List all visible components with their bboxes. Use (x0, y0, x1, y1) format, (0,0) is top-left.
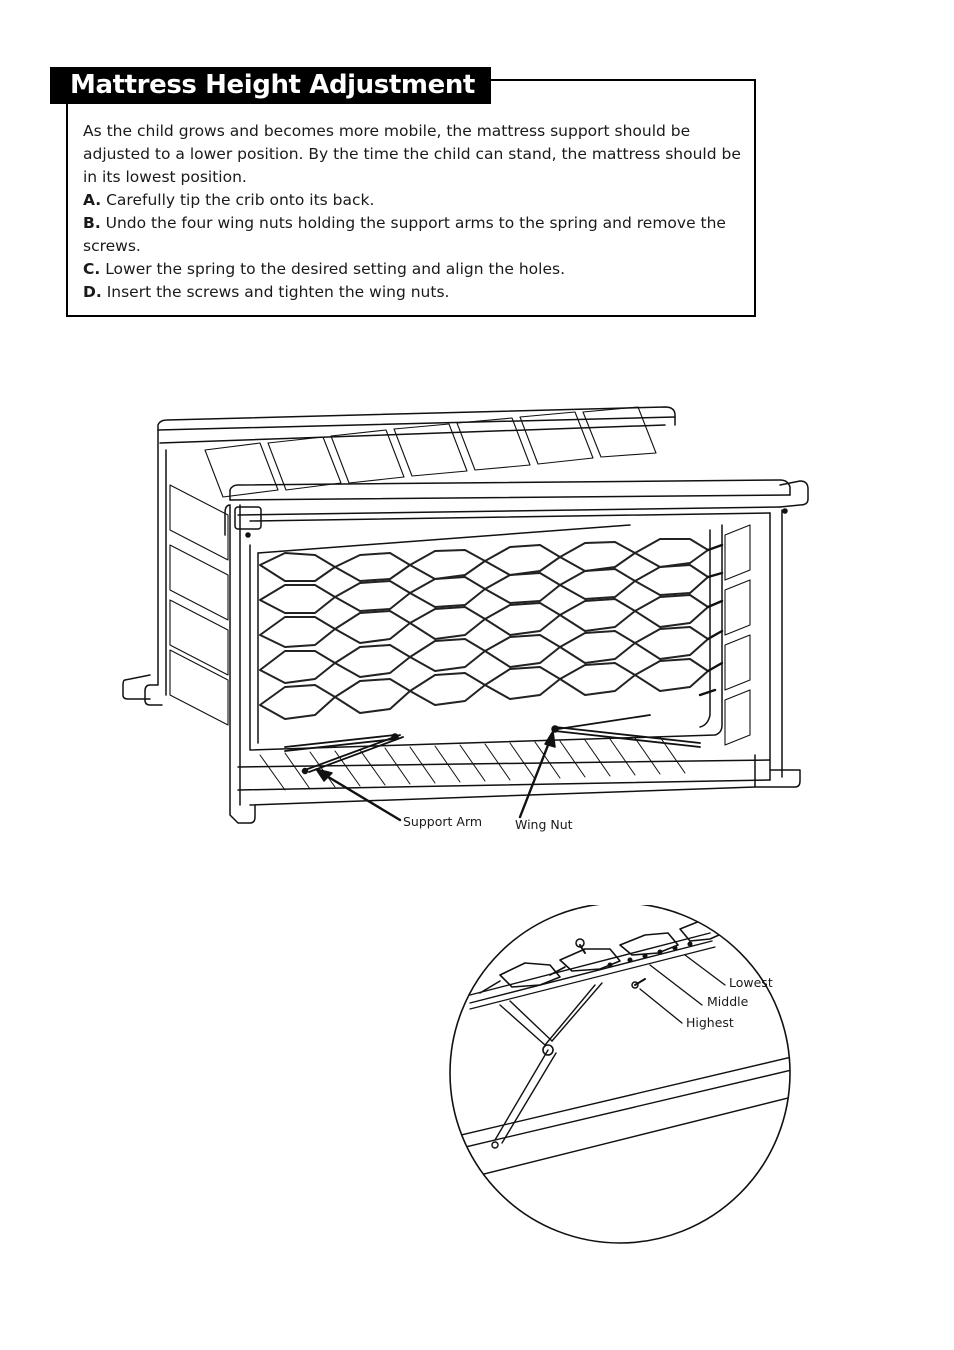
right-side-slats (725, 525, 750, 745)
step-letter: A. (83, 191, 102, 209)
intro-paragraph: As the child grows and becomes more mobile, the mattress support should be adjusted to a lower position. By the time the child can stand, the mattress should be in its lowest position. (83, 122, 741, 186)
step-text: Lower the spring to the desired setting and align the holes. (100, 260, 566, 278)
step-letter: C. (83, 260, 101, 278)
wing-nut-callout: Wing Nut (515, 817, 573, 832)
highest-callout: Highest (686, 1015, 734, 1030)
left-side-slats (170, 485, 228, 725)
detail-inset (440, 905, 800, 1245)
middle-callout: Middle (707, 994, 749, 1009)
step-a (83, 189, 743, 212)
step-letter: B. (83, 214, 101, 232)
step-b (83, 212, 743, 258)
end-springs (700, 545, 722, 695)
step-text: Insert the screws and tighten the wing nuts. (101, 283, 450, 301)
lowest-callout: Lowest (729, 975, 773, 990)
section-title: Mattress Height Adjustment (50, 67, 491, 104)
step-letter: D. (83, 283, 102, 301)
spring-mesh (260, 539, 708, 719)
step-c (83, 258, 743, 281)
step-text: Undo the four wing nuts holding the support arms to the spring and remove the screws. (83, 214, 726, 255)
crib-diagram (110, 395, 820, 840)
support-arm-callout: Support Arm (403, 814, 483, 829)
step-d (83, 281, 743, 304)
step-text: Carefully tip the crib onto its back. (101, 191, 375, 209)
